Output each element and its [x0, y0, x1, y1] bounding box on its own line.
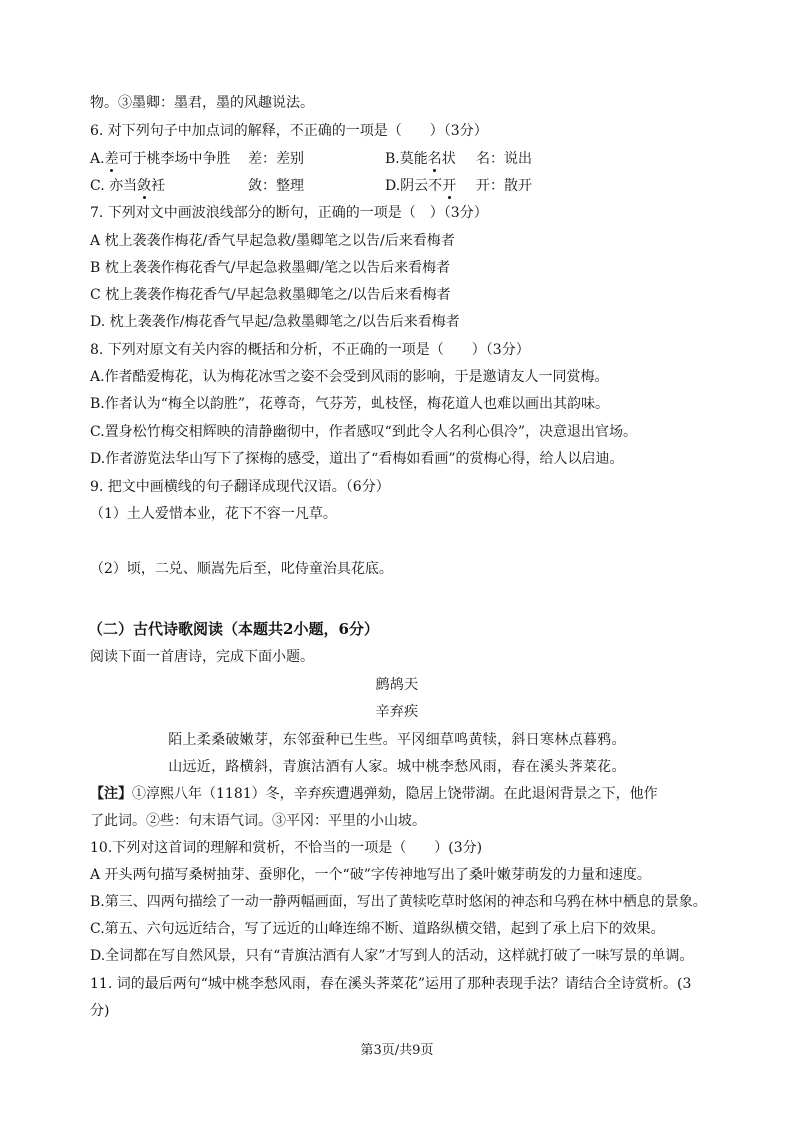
q6-option-c-pre: C. 亦当 [90, 178, 138, 194]
q10-option-a: A 开头两句描写桑树抽芽、蚕卵化，一个“破”字传神地写出了桑叶嫩芽萌发的力量和速度。 [90, 867, 651, 883]
q6-option-b-pre: B.莫能 [385, 151, 428, 167]
poem-line-1: 陌上柔桑破嫩芽，东邻蚕种已生些。平冈细草鸣黄犊，斜日寒林点暮鸦。 [168, 732, 626, 748]
section-heading: （二）古代诗歌阅读（本题共2小题，6分） [88, 620, 379, 638]
q11-stem-line-1: 11. 词的最后两句“城中桃李愁风雨，春在溪头荠菜花”运用了那种表现手法？请结合全诗赏析。(3 [90, 976, 692, 992]
q8-option-a: A.作者酷爱梅花，认为梅花冰雪之姿不会受到风雨的影响，于是邀请友人一同赏梅。 [90, 369, 609, 385]
q10-option-d: D.全词都在写自然风景，只有“青旗沽酒有人家”才写到人的活动，这样就打破了一味写景的单调。 [90, 948, 694, 964]
q6-option-d-gloss: 开：散开 [476, 178, 532, 194]
q6-option-a-gloss: 差：差别 [248, 151, 304, 167]
q6-option-b-gloss: 名：说出 [476, 151, 532, 167]
q7-option-c: C 枕上袭袭作梅花香气/早起急救墨卿笔之/以告后来看梅者 [90, 287, 451, 303]
q7-option-b: B 枕上袭袭作梅花香气/早起急救墨卿/笔之以告后来看梅者 [90, 260, 451, 276]
q6-option-b-post: 状 [441, 151, 456, 167]
q7-option-a: A 枕上袭袭作梅花/香气早起急救/墨卿笔之以告/后来看梅者 [90, 233, 455, 249]
q9-item-1: （1）土人爱惜本业，花下不容一凡草。 [90, 506, 337, 522]
q8-option-b: B.作者认为“梅全以韵胜”，花尊奇，气芬芳，虬枝怪，梅花道人也难以画出其韵味。 [90, 396, 610, 412]
q6-option-c-dotted-char: 敛 [137, 178, 152, 194]
q8-option-d: D.作者游览法华山写下了探梅的感受，道出了“看梅如看画”的赏梅心得，给人以启迪。 [90, 451, 624, 467]
q10-option-c: C.第五、六句远近结合，写了远近的山峰连绵不断、道路纵横交错，起到了承上启下的效果。 [90, 921, 665, 937]
q9-stem: 9. 把文中画横线的句子翻译成现代汉语。（6分） [90, 479, 390, 495]
poem-note-line-1: ①淳熙八年（1181）冬，辛弃疾遭遇弹劾，隐居上饶带湖。在此退闲背景之下，他作 [132, 786, 658, 802]
poem-line-2: 山远近，路横斜，青旗沽酒有人家。城中桃李愁风雨，春在溪头荠菜花。 [168, 759, 626, 775]
q7-stem: 7. 下列对文中画波浪线部分的断句，正确的一项是（ ）（3分） [90, 205, 488, 221]
poem-author: 辛弃疾 [375, 704, 419, 720]
poem-note-line-2: 了此词。②些：句末语气词。③平冈：平里的小山坡。 [90, 813, 426, 829]
page-footer: 第3页/共9页 [360, 1043, 434, 1058]
poem-note-label: 【注】 [90, 786, 132, 802]
q6-option-d [385, 176, 456, 196]
q6-option-c-gloss: 敛：整理 [248, 178, 304, 194]
poem-note [90, 784, 658, 804]
q7-option-d: D. 枕上袭袭作/梅花香气早起/急救墨卿笔之/以告后来看梅者 [90, 314, 460, 330]
q6-option-a [90, 149, 231, 169]
q6-option-d-pre: D.阴云不 [385, 178, 443, 194]
q9-item-2: （2）顷，二兑、顺嵩先后至，叱侍童治具花底。 [90, 561, 393, 577]
q6-option-a-post: 可于桃李场中争胜 [118, 151, 231, 167]
note-continuation: 物。③墨卿：墨君，墨的风趣说法。 [90, 95, 314, 111]
q6-option-b-dotted-char: 名 [427, 151, 442, 167]
poem-title: 鹧鸪天 [375, 677, 419, 693]
q6-option-a-dotted-char: 差 [104, 151, 119, 167]
q6-option-b [385, 149, 456, 169]
q11-stem-line-2: 分) [90, 1003, 110, 1019]
q8-option-c: C.置身松竹梅交相辉映的清静幽彻中，作者感叹“到此令人名利心俱冷”，决意退出官场。 [90, 424, 637, 440]
q6-option-c [90, 176, 165, 196]
q6-option-d-dotted-char: 开 [442, 178, 457, 194]
q10-stem: 10.下列对这首词的理解和赏析，不恰当的一项是（ ）(3分) [90, 840, 483, 856]
q8-stem: 8. 下列对原文有关内容的概括和分析，不正确的一项是（ ）（3分） [90, 342, 530, 358]
q10-option-b: B.第三、四两句描绘了一动一静两幅画面，写出了黄犊吃草时悠闲的神态和乌鸦在林中栖息的景象。 [90, 894, 707, 910]
q6-option-a-pre: A. [90, 151, 105, 167]
section-instruction: 阅读下面一首唐诗，完成下面小题。 [90, 649, 314, 665]
q6-option-c-post: 衽 [151, 178, 166, 194]
q6-stem: 6. 对下列句子中加点词的解释，不正确的一项是（ ）（3分） [90, 123, 488, 139]
